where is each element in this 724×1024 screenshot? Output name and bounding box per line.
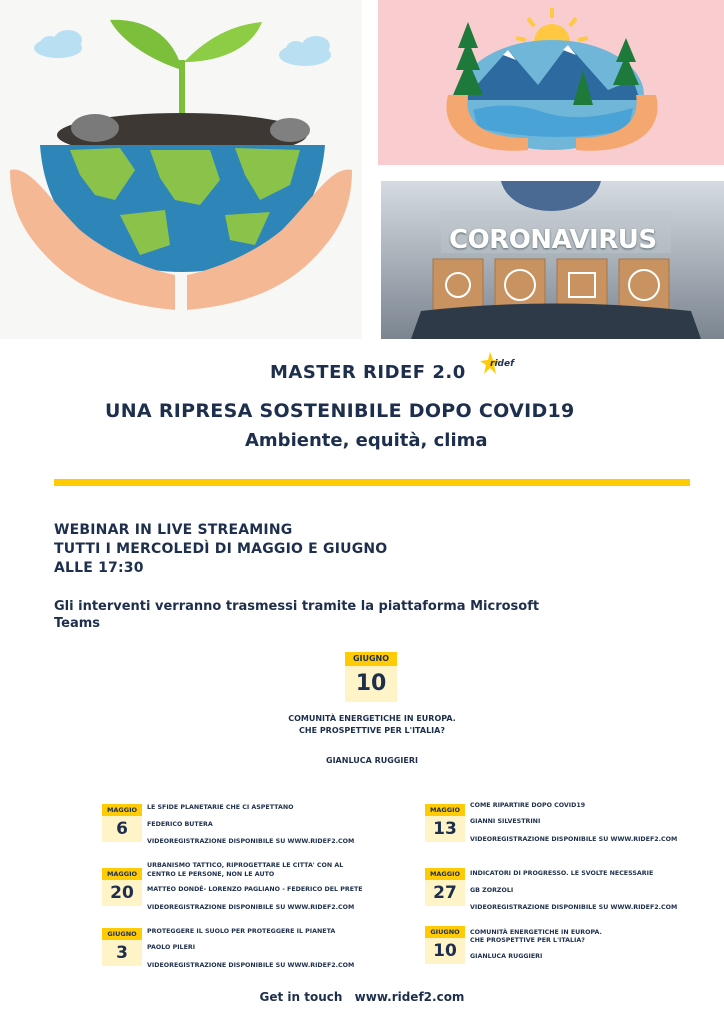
schedule-title: INDICATORI DI PROGRESSO. LE SVOLTE NECESSARIE [470,870,654,877]
schedule-day: 13 [425,816,465,842]
schedule-day: 27 [425,880,465,906]
schedule-day: 3 [102,940,142,966]
schedule-video-link[interactable]: VIDEOREGISTRAZIONE DISPONIBILE SU WWW.RIDEF2.COM [470,836,678,843]
divider [54,479,690,486]
logo-text: ridef [490,359,514,369]
webinar-line-2: TUTTI I MERCOLEDÌ DI MAGGIO E GIUGNO [54,541,388,557]
schedule-title: PROTEGGERE IL SUOLO PER PROTEGGERE IL PIANETA [147,928,336,935]
featured-topic [212,713,532,737]
schedule-video-link[interactable]: VIDEOREGISTRAZIONE DISPONIBILE SU WWW.RIDEF2.COM [147,904,355,911]
schedule-month: GIUGNO [102,928,142,940]
featured-topic-line-2: CHE PROSPETTIVE PER L'ITALIA? [299,726,445,735]
featured-day: 10 [345,666,397,702]
schedule-day: 6 [102,816,142,842]
master-title: MASTER RIDEF 2.0 [270,362,466,383]
schedule-title: COMUNITÀ ENERGETICHE IN EUROPA. [470,929,602,936]
schedule-month: MAGGIO [102,804,142,816]
footer-cta: Get in touch [259,990,343,1004]
schedule-speaker: GIANNI SILVESTRINI [470,818,541,825]
webinar-info [54,521,387,578]
ridef-logo [480,350,516,378]
footer [0,990,724,1004]
schedule-month: MAGGIO [425,868,465,880]
coronavirus-blocks-photo [381,181,724,339]
platform-line-1: Gli interventi verranno trasmessi tramite la piattaforma Microsoft [54,599,540,614]
webinar-line-3: ALLE 17:30 [54,560,144,576]
schedule-month: MAGGIO [102,868,142,880]
platform-line-2: Teams [54,616,101,631]
schedule-video-link[interactable]: VIDEOREGISTRAZIONE DISPONIBILE SU WWW.RIDEF2.COM [470,904,678,911]
schedule-month: GIUGNO [425,926,465,938]
footer-url-link[interactable]: www.ridef2.com [354,990,465,1004]
featured-speaker: GIANLUCA RUGGIERI [326,756,418,765]
schedule-day: 10 [425,938,465,964]
schedule-title-line-2: CHE PROSPETTIVE PER L'ITALIA? [470,937,585,944]
webinar-line-1: WEBINAR IN LIVE STREAMING [54,522,293,538]
earth-in-hands-illustration [0,0,362,339]
schedule-speaker: GIANLUCA RUGGIERI [470,953,543,960]
schedule-title-line-2: CENTRO LE PERSONE, NON LE AUTO [147,871,275,878]
schedule-month: MAGGIO [425,804,465,816]
featured-topic-line-1: COMUNITÀ ENERGETICHE IN EUROPA. [288,714,456,723]
featured-month: GIUGNO [345,652,397,666]
schedule-video-link[interactable]: VIDEOREGISTRAZIONE DISPONIBILE SU WWW.RIDEF2.COM [147,838,355,845]
corona-label: CORONAVIRUS [449,225,657,255]
main-title: UNA RIPRESA SOSTENIBILE DOPO COVID19 [105,400,575,422]
schedule-title: URBANISMO TATTICO, RIPROGETTARE LE CITTA' CON AL [147,862,344,869]
schedule-speaker: MATTEO DONDÈ- LORENZO PAGLIANO - FEDERICO DEL PRETE [147,886,363,893]
schedule-speaker: FEDERICO BUTERA [147,821,213,828]
schedule-video-link[interactable]: VIDEOREGISTRAZIONE DISPONIBILE SU WWW.RIDEF2.COM [147,962,355,969]
subtitle: Ambiente, equità, clima [245,430,488,451]
platform-info [54,598,554,632]
schedule-speaker: PAOLO PILERI [147,944,196,951]
nature-hug-illustration [378,0,724,165]
schedule-day: 20 [102,880,142,906]
schedule-speaker: GB ZORZOLI [470,887,514,894]
schedule-title: LE SFIDE PLANETARIE CHE CI ASPETTANO [147,804,294,811]
schedule-title: COME RIPARTIRE DOPO COVID19 [470,802,586,809]
